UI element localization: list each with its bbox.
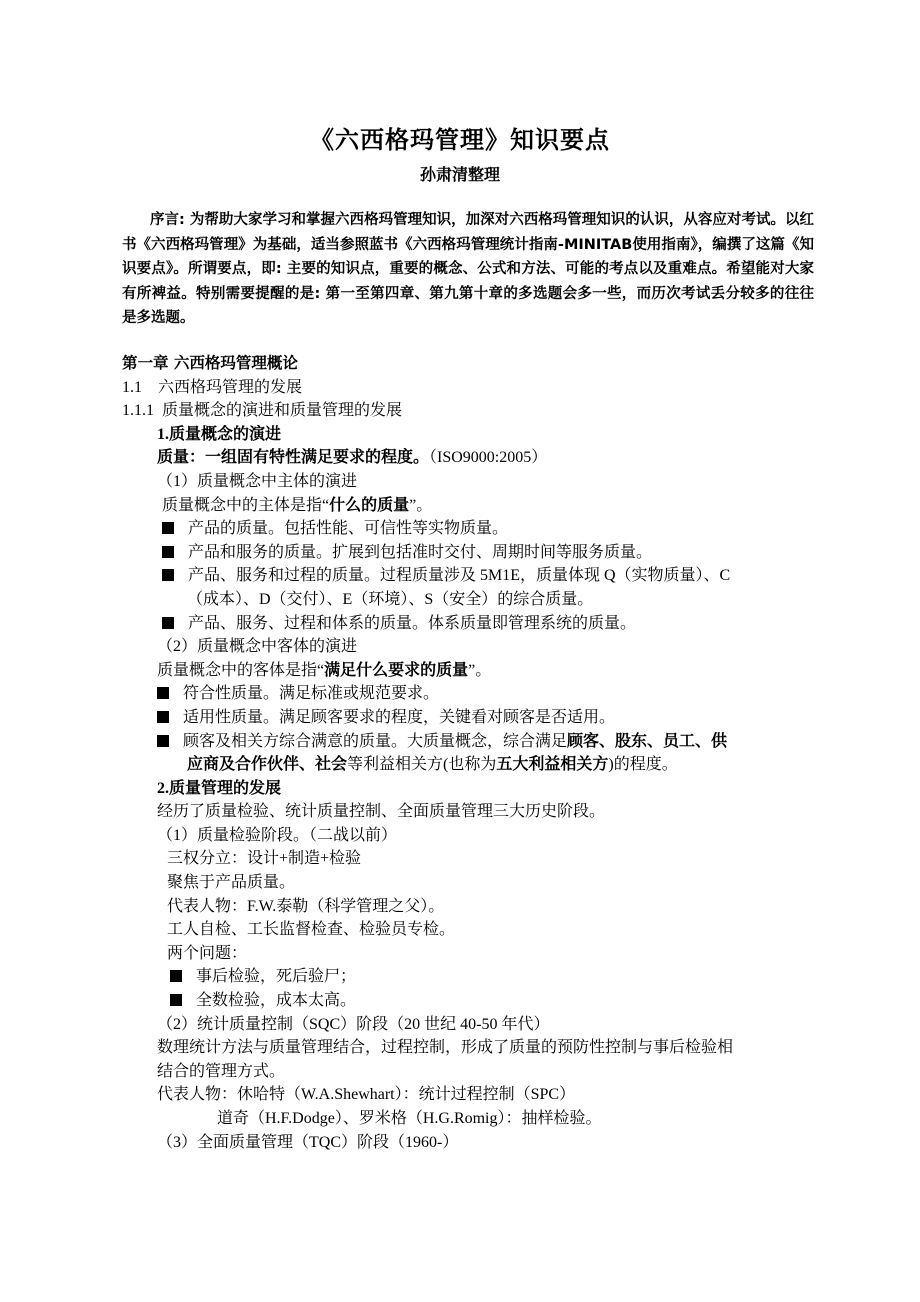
subtopic-heading: （2）统计质量控制（SQC）阶段（20 世纪 40-50 年代） bbox=[157, 1015, 550, 1033]
preface-paragraph: 序言: 为帮助大家学习和掌握六西格玛管理知识，加深对六西格玛管理知识的认识，从容应对考试。以红书《六西格玛管理》为基础，适当参照蓝书《六西格玛管理统计指南-MINITAB使用指南》，编撰了这篇《知识要点》。所谓要点，即: 主要的知识点，重要的概念、公式和方法、可能的考点以及重难点。希望能对大家有所裨益。特别需要提醒的是: 第一至第四章、第九第十章的多选题会多一些，而历次考试丢分较多的往往是多选题。 bbox=[122, 212, 814, 326]
text-span: ”。 bbox=[468, 661, 492, 679]
chapter-heading: 第一章 六西格玛管理概论 bbox=[122, 354, 298, 372]
list-item bbox=[122, 965, 822, 989]
text-span: 质量概念中的主体是指“ bbox=[162, 496, 330, 514]
text-span: ”。 bbox=[409, 496, 433, 514]
list-item bbox=[122, 706, 822, 730]
square-bullet-icon bbox=[170, 970, 182, 982]
list-item-text: 产品和服务的质量。扩展到包括准时交付、周期时间等服务质量。 bbox=[188, 543, 653, 561]
paragraph-line: 代表人物：F.W.泰勒（科学管理之父）。 bbox=[167, 897, 445, 915]
emphasis-text: 应商及合作伙伴、社会 bbox=[187, 756, 348, 774]
object-definition bbox=[122, 659, 822, 683]
square-bullet-icon bbox=[170, 994, 182, 1006]
subsection-heading: 1.1.1 质量概念的演进和质量管理的发展 bbox=[122, 402, 403, 420]
emphasis-text: 五大利益相关方 bbox=[496, 756, 609, 774]
list-item-text: 产品、服务和过程的质量。过程质量涉及 5M1E，质量体现 Q（实物质量）、C bbox=[188, 567, 731, 585]
emphasis-text: 什么的质量 bbox=[329, 496, 410, 514]
topic-heading: 2.质量管理的发展 bbox=[157, 779, 282, 797]
emphasis-text: 顾客、股东、员工、供 bbox=[567, 732, 728, 750]
square-bullet-icon bbox=[162, 522, 174, 534]
list-item bbox=[122, 564, 822, 588]
topic-heading: 1.质量概念的演进 bbox=[157, 425, 282, 443]
list-item-text: 产品、服务、过程和体系的质量。体系质量即管理系统的质量。 bbox=[188, 614, 637, 632]
section-heading: 1.1 六西格玛管理的发展 bbox=[122, 378, 303, 396]
square-bullet-icon bbox=[162, 546, 174, 558]
quality-definition-source: （ISO9000:2005） bbox=[429, 449, 548, 467]
list-item bbox=[122, 612, 822, 636]
document-title: 《六西格玛管理》知识要点 bbox=[310, 125, 610, 154]
subtopic-heading: （2）质量概念中客体的演进 bbox=[157, 638, 358, 656]
subtopic-heading: （1）质量检验阶段。（二战以前） bbox=[157, 826, 398, 844]
list-item-text: 适用性质量。满足顾客要求的程度，关键看对顾客是否适用。 bbox=[183, 708, 616, 726]
subtopic-heading: （3）全面质量管理（TQC）阶段（1960-） bbox=[157, 1133, 459, 1151]
paragraph-line: 两个问题： bbox=[167, 944, 248, 962]
paragraph-line: 道奇（H.F.Dodge）、罗米格（H.G.Romig）：抽样检验。 bbox=[217, 1110, 602, 1127]
text-span: 等利益相关方(也称为 bbox=[347, 756, 497, 774]
emphasis-text: 满足什么要求的质量 bbox=[324, 661, 469, 679]
paragraph-line: 结合的管理方式。 bbox=[157, 1062, 286, 1080]
subtopic-heading: （1）质量概念中主体的演进 bbox=[157, 472, 358, 490]
list-item-text: 符合性质量。满足标准或规范要求。 bbox=[183, 685, 440, 703]
list-item-continuation bbox=[122, 753, 822, 777]
list-item-text: 顾客及相关方综合满意的质量。大质量概念，综合满足 bbox=[183, 732, 568, 750]
list-item bbox=[122, 989, 822, 1013]
list-item bbox=[122, 541, 822, 565]
document-body bbox=[122, 352, 822, 1154]
paragraph-line: 数理统计方法与质量管理结合，过程控制，形成了质量的预防性控制与事后检验相 bbox=[157, 1039, 734, 1057]
document-author: 孙肃清整理 bbox=[419, 165, 500, 184]
square-bullet-icon bbox=[162, 569, 174, 581]
square-bullet-icon bbox=[157, 711, 169, 723]
list-item-text: 产品的质量。包括性能、可信性等实物质量。 bbox=[188, 520, 509, 538]
text-span: )的程度。 bbox=[608, 756, 678, 774]
list-item bbox=[122, 730, 822, 754]
list-item bbox=[122, 517, 822, 541]
square-bullet-icon bbox=[162, 617, 174, 629]
paragraph-line: 聚焦于产品质量。 bbox=[167, 874, 296, 892]
paragraph: 经历了质量检验、统计质量控制、全面质量管理三大历史阶段。 bbox=[157, 803, 606, 821]
paragraph-line: 工人自检、工长监督检查、检验员专检。 bbox=[167, 921, 456, 939]
list-item-continuation: （成本）、D（交付）、E（环境）、S（安全）的综合质量。 bbox=[187, 590, 594, 608]
list-item bbox=[122, 682, 822, 706]
square-bullet-icon bbox=[157, 687, 169, 699]
square-bullet-icon bbox=[157, 735, 169, 747]
paragraph-line: 三权分立：设计+制造+检验 bbox=[167, 850, 362, 868]
paragraph-line: 代表人物：休哈特（W.A.Shewhart）：统计过程控制（SPC） bbox=[157, 1086, 576, 1104]
list-item-text: 事后检验，死后验尸； bbox=[196, 968, 357, 986]
quality-definition-text: 质量：一组固有特性满足要求的程度。 bbox=[157, 449, 430, 467]
subject-definition bbox=[122, 494, 822, 518]
quality-definition bbox=[122, 446, 822, 470]
text-span: 质量概念中的客体是指“ bbox=[157, 661, 325, 679]
list-item-text: 全数检验，成本太高。 bbox=[196, 992, 357, 1010]
